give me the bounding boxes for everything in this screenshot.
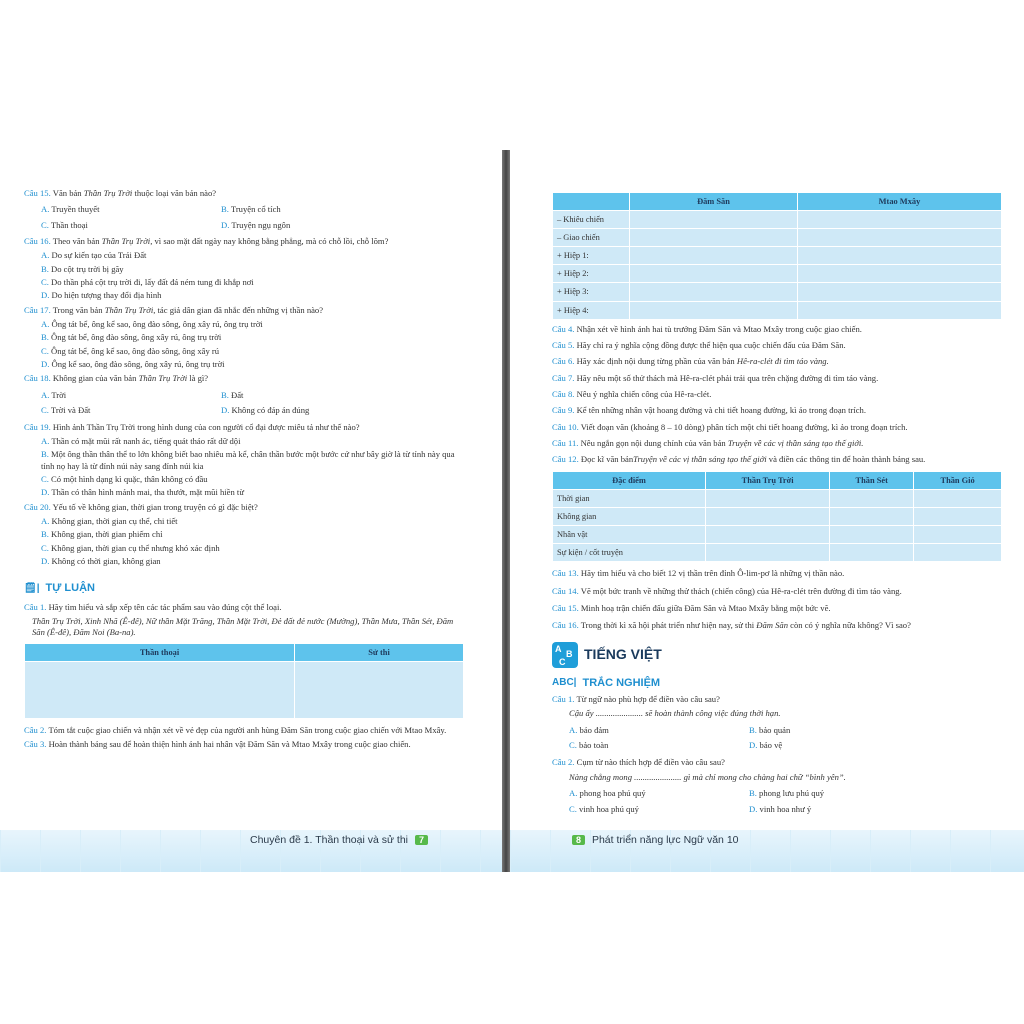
essay-question — [552, 620, 1002, 631]
option-text: Truyện ngụ ngôn — [231, 219, 291, 230]
options-grid — [24, 388, 464, 419]
gods-table — [552, 471, 1002, 562]
footer-pattern-tile — [950, 830, 990, 872]
multiple-choice-question — [24, 422, 464, 499]
option-text: phong lưu phú quý — [759, 788, 825, 799]
option-text: Do sự kiến tạo của Trái Đất — [51, 250, 147, 261]
table-cell — [798, 283, 1001, 300]
answer-option — [24, 474, 464, 485]
option-text: Do hiện tượng thay đổi địa hình — [51, 290, 162, 301]
row-label: – Khiêu chiến — [553, 211, 629, 228]
question-label: Câu 10. — [552, 421, 581, 432]
footer-pattern-tile — [870, 830, 910, 872]
option-text: Không có đáp án đúng — [231, 405, 310, 416]
question-text: Viết đoạn văn (khoảng 8 – 10 dòng) phân tích một chi tiết hoang đường, kì ảo trong đoạn trích. — [580, 421, 908, 432]
table-cell — [295, 662, 463, 718]
question-label: Câu 7. — [552, 372, 577, 383]
essay-question — [552, 438, 1002, 449]
option-letter: A. — [41, 435, 52, 446]
section-heading-tuluan — [24, 581, 464, 596]
essay-question — [552, 340, 1002, 351]
question-text: Cụm từ nào thích hợp để điền vào câu sau? — [576, 757, 725, 768]
question-title: Thần Trụ Trời — [138, 373, 188, 384]
option-letter: C. — [41, 542, 52, 553]
answer-option — [24, 359, 464, 370]
section-heading-tiengviet — [552, 642, 1002, 668]
option-letter: D. — [749, 740, 760, 751]
question-text: Đọc kĩ văn bản — [580, 454, 634, 465]
answer-option — [24, 543, 464, 554]
option-letter: D. — [41, 290, 52, 301]
row-label: + Hiệp 1: — [553, 247, 629, 264]
genre-table — [24, 643, 464, 719]
table-cell — [914, 508, 1001, 525]
table-cell — [798, 302, 1001, 319]
question-label: Câu 15. — [552, 602, 581, 613]
badge-letter: B — [566, 648, 573, 659]
section-title: TIẾNG VIỆT — [584, 646, 662, 663]
question-label: Câu 5. — [552, 340, 577, 350]
option-letter: A. — [41, 250, 52, 261]
question-title: Truyện về các vị thần sáng tạo thế giới — [633, 454, 767, 465]
footer-pattern-tile — [750, 830, 790, 872]
table-header: Đặc điểm — [553, 472, 705, 489]
footer-pattern-tile — [510, 830, 550, 872]
answer-option — [221, 204, 421, 215]
table-header: Sử thi — [295, 644, 463, 661]
question-text: là gì? — [187, 373, 209, 384]
footer-pattern-tile — [0, 830, 40, 872]
row-label: + Hiệp 3: — [553, 283, 629, 300]
answer-option — [24, 556, 464, 567]
multiple-choice-question — [552, 694, 1002, 753]
option-letter: D. — [221, 405, 232, 416]
multiple-choice-question — [24, 236, 464, 302]
answer-option — [41, 405, 221, 416]
option-letter: B. — [41, 263, 52, 274]
footer-pattern-tile — [480, 830, 502, 872]
option-letter: D. — [41, 555, 52, 566]
question-text: Nêu ý nghĩa chiến công của Hê-ra-clét. — [576, 389, 712, 400]
multiple-choice-question — [24, 188, 464, 233]
multiple-choice-question — [24, 373, 464, 418]
option-text: Đất — [231, 389, 244, 400]
table-header: Thần thoại — [25, 644, 294, 661]
question-text: Hãy chỉ ra ý nghĩa cộng đồng được thể hiện qua cuộc chiến đấu của Đăm Săn. — [576, 340, 846, 350]
badge-letter: A — [555, 643, 562, 654]
essay-question — [552, 454, 1002, 465]
table-cell — [914, 490, 1001, 507]
question-stem — [24, 188, 464, 199]
answer-option — [749, 804, 949, 815]
option-text: bảo vệ — [759, 740, 783, 751]
option-letter: C. — [41, 277, 52, 288]
question-text: và điền các thông tin để hoàn thành bảng sau. — [766, 454, 926, 465]
question-text: Hãy xác định nội dung từng phần của văn bản — [576, 356, 737, 367]
answer-option — [24, 346, 464, 357]
essay-question — [552, 603, 1002, 614]
answer-option — [749, 788, 949, 799]
question-label: Câu 2. — [24, 724, 49, 735]
option-letter: B. — [749, 788, 760, 799]
question-label: Câu 20. — [24, 501, 53, 512]
option-text: Không gian, thời gian phiếm chỉ — [51, 529, 163, 540]
question-stem — [24, 236, 464, 247]
option-letter: B. — [221, 389, 232, 400]
question-label: Câu 8. — [552, 389, 577, 400]
table-cell — [798, 211, 1001, 228]
answer-option — [24, 264, 464, 275]
answer-option — [24, 529, 464, 540]
answer-option — [24, 319, 464, 330]
page-number: 8 — [572, 835, 585, 845]
table-header: Mtao Mxây — [798, 193, 1001, 210]
option-letter: B. — [41, 332, 52, 343]
table-cell — [914, 526, 1001, 543]
footer-pattern-tile — [830, 830, 870, 872]
row-label: + Hiệp 4: — [553, 302, 629, 319]
question-text: Tóm tắt cuộc giao chiến và nhận xét về vẻ đẹp của người anh hùng Đăm Săn trong cuộc giao chiến với Mtao Mxây. — [48, 724, 447, 735]
option-text: vinh hoa phú quý — [579, 803, 639, 814]
option-letter: B. — [41, 529, 52, 540]
works-list: Thần Trụ Trời, Xinh Nhã (Ê-đê), Nữ thần Mặt Trăng, Thần Mặt Trời, Đẻ đất đẻ nước (Mường), Thần Mưa, Thần Sét, Đăm Săn (Ê-đê), Đăm Noi (Ba-na). — [32, 616, 454, 638]
table-header: Thần Gió — [914, 472, 1001, 489]
essay-question — [552, 373, 1002, 384]
answer-option — [24, 250, 464, 261]
question-text: còn có ý nghĩa nữa không? Vì sao? — [788, 620, 911, 631]
footer-pattern-tile — [200, 830, 240, 872]
question-title: Truyện về các vị thần sáng tạo thế giới. — [727, 438, 864, 449]
question-stem — [24, 305, 464, 316]
option-letter: B. — [221, 204, 231, 215]
answer-option — [24, 277, 464, 288]
answer-option — [569, 740, 749, 751]
question-text: Hãy tìm hiểu và sắp xếp tên các tác phẩm sau vào đúng cột thể loại. — [48, 601, 282, 612]
question-text: Hình ảnh Thần Trụ Trời trong hình dung của con người cổ đại được miêu tả như thế nào? — [52, 421, 360, 432]
question-label: Câu 19. — [24, 421, 53, 432]
option-letter: C. — [569, 740, 580, 751]
question-label: Câu 14. — [552, 585, 581, 596]
table-cell — [798, 265, 1001, 282]
answer-option — [41, 204, 221, 215]
answer-option — [41, 220, 221, 231]
option-letter: A. — [41, 319, 52, 330]
option-letter: C. — [41, 345, 52, 356]
row-label: Thời gian — [553, 490, 705, 507]
option-text: Không có thời gian, không gian — [51, 555, 161, 566]
table-cell — [630, 265, 797, 282]
table-cell — [630, 211, 797, 228]
answer-option — [221, 220, 421, 231]
question-title: Hê-ra-clét đi tìm táo vàng. — [736, 356, 829, 367]
question-title: Thần Trụ Trời — [104, 304, 154, 315]
question-label: Câu 15. — [24, 188, 53, 198]
question-text: , tác giả dân gian đã nhắc đến những vị thần nào? — [153, 304, 324, 315]
answer-option — [221, 390, 421, 401]
option-text: bảo quản — [759, 724, 791, 735]
question-text: Không gian của văn bản — [52, 373, 139, 384]
options-grid — [552, 786, 1002, 817]
question-text: , vì sao mặt đất ngày nay không bằng phẳng, mà có chỗ lồi, chỗ lõm? — [150, 236, 389, 247]
question-text: Hãy nêu một số thử thách mà Hê-ra-clét phải trải qua trên chặng đường đi tìm táo vàng. — [576, 372, 879, 383]
answer-option — [41, 390, 221, 401]
option-letter: A. — [569, 724, 580, 735]
essay-question — [552, 586, 1002, 597]
table-header: Thần Sét — [830, 472, 913, 489]
answer-option — [24, 449, 464, 472]
question-sentence: Cậu ấy ...................... sẽ hoàn thành công việc đúng thời hạn. — [569, 708, 781, 719]
right-footer — [568, 834, 739, 846]
option-text: Ông tát bể, ông kể sao, ông đào sông, ông xây rú, ông trụ trời — [51, 319, 263, 330]
option-text: Trời và Đất — [50, 405, 91, 416]
question-sentence: Nàng chẳng mong ...................... gì mà chỉ mong cho chàng hai chữ “bình yên”. — [569, 771, 846, 782]
answer-option — [569, 804, 749, 815]
answer-option — [749, 740, 949, 751]
question-label: Câu 16. — [552, 620, 581, 631]
option-text: Một ông thần thân thể to lớn không biết bao nhiêu mà kể, chân thần bước một bước cứ như bây giờ là từ tỉnh này qua tỉnh nọ hay là từ đỉnh núi này sang đỉnh núi kia — [41, 449, 455, 471]
option-text: Không gian, thời gian cụ thể nhưng khó xác định — [51, 542, 220, 553]
question-label: Câu 1. — [552, 694, 577, 705]
question-text: Vẽ một bức tranh về những thử thách (chiến công) của Hê-ra-clét trên đường đi tìm táo vàng. — [580, 585, 902, 596]
option-text: Do cột trụ trời bị gãy — [51, 263, 124, 274]
table-cell — [706, 526, 829, 543]
multiple-choice-question — [24, 305, 464, 371]
footer-pattern-tile — [120, 830, 160, 872]
table-cell — [630, 302, 797, 319]
row-label: + Hiệp 2: — [553, 265, 629, 282]
multiple-choice-question — [24, 502, 464, 568]
table-cell — [630, 229, 797, 246]
footer-pattern-tile — [40, 830, 80, 872]
question-title: Thần Trụ Trời — [101, 236, 151, 247]
question-label: Câu 17. — [24, 304, 53, 315]
question-text: Từ ngữ nào phù hợp để điền vào câu sau? — [576, 694, 720, 705]
option-letter: C. — [41, 405, 51, 416]
footer-pattern-tile — [910, 830, 950, 872]
option-text: Ông tát bể, ông đào sông, ông xây rú, ông trụ trời — [51, 332, 222, 343]
option-letter: C. — [41, 473, 52, 484]
option-text: Ông kể sao, ông đào sông, ông xây rú, ông trụ trời — [51, 359, 225, 370]
essay-question — [552, 324, 1002, 335]
question-label: Câu 13. — [552, 568, 581, 579]
row-label: Sự kiện / cốt truyện — [553, 544, 705, 561]
question-text: thuộc loại văn bản nào? — [132, 188, 217, 198]
question-text: Minh hoạ trận chiến đấu giữa Đăm Săn và Mtao Mxây bằng một bức vẽ. — [580, 602, 831, 613]
question-stem — [24, 373, 464, 384]
question-stem — [552, 757, 1002, 768]
question-stem — [24, 422, 464, 433]
option-letter: B. — [749, 724, 760, 735]
battle-table — [552, 192, 1002, 320]
question-text: Nêu ngắn gọn nội dung chính của văn bản — [580, 438, 728, 449]
left-page — [0, 150, 502, 872]
footer-pattern-tile — [990, 830, 1024, 872]
row-label: Không gian — [553, 508, 705, 525]
footer-book-title: Phát triển năng lực Ngữ văn 10 — [591, 834, 739, 846]
options-grid — [552, 723, 1002, 754]
essay-question — [24, 739, 464, 750]
option-text: Truyền thuyết — [51, 204, 100, 215]
question-stem — [552, 694, 1002, 705]
question-title: Đăm Săn — [756, 620, 789, 631]
row-label: – Giao chiến — [553, 229, 629, 246]
essay-question — [24, 602, 464, 613]
option-text: Không gian, thời gian cụ thể, chi tiết — [51, 515, 178, 526]
option-letter: C. — [569, 803, 580, 814]
answer-option — [24, 487, 464, 498]
question-text: Theo văn bản — [52, 236, 102, 247]
option-text: bảo toàn — [579, 740, 609, 751]
option-text: Thần thoại — [50, 219, 88, 230]
badge-letter: C — [559, 656, 566, 667]
option-text: bảo đảm — [579, 724, 609, 735]
question-text: Nhận xét về hình ảnh hai tù trưởng Đăm Săn và Mtao Mxây trong cuộc giao chiến. — [576, 323, 862, 334]
answer-option — [569, 725, 749, 736]
option-letter: B. — [41, 449, 52, 460]
question-title: Thần Trụ Trời — [83, 188, 133, 198]
row-label: Nhân vật — [553, 526, 705, 543]
question-label: Câu 4. — [552, 323, 577, 334]
option-letter: C. — [41, 219, 51, 230]
essay-question — [24, 725, 464, 736]
answer-option — [24, 436, 464, 447]
table-cell — [830, 490, 913, 507]
question-label: Câu 16. — [24, 236, 53, 247]
essay-question — [552, 405, 1002, 416]
question-text: Trong văn bản — [52, 304, 105, 315]
table-header — [553, 193, 629, 210]
option-letter: A. — [41, 204, 52, 215]
option-letter: D. — [221, 219, 232, 230]
option-text: vinh hoa như ý — [759, 803, 812, 814]
option-letter: D. — [41, 487, 52, 498]
footer-pattern-tile — [440, 830, 480, 872]
table-header: Thần Trụ Trời — [706, 472, 829, 489]
page-number: 7 — [415, 835, 428, 845]
footer-pattern-tile — [790, 830, 830, 872]
section-title: TRẮC NGHIỆM — [582, 676, 661, 689]
option-text: Trời — [51, 389, 67, 400]
question-text: Trong thời kì xã hội phát triển như hiện nay, sử thi — [580, 620, 757, 631]
essay-question — [552, 568, 1002, 579]
question-label: Câu 3. — [24, 739, 49, 750]
answer-option — [24, 290, 464, 301]
table-header: Đăm Săn — [630, 193, 797, 210]
notebook-icon: 🗒| — [24, 582, 40, 594]
essay-question — [552, 389, 1002, 400]
option-text: Ông tát bể, ông kể sao, ông đào sông, ông xây rú — [51, 345, 220, 356]
table-cell — [798, 229, 1001, 246]
right-page — [510, 150, 1024, 872]
essay-question — [552, 356, 1002, 367]
option-letter: A. — [41, 389, 52, 400]
option-text: Truyện cổ tích — [230, 204, 281, 215]
table-cell — [830, 508, 913, 525]
section-title: TỰ LUẬN — [45, 582, 95, 595]
question-label: Câu 18. — [24, 373, 53, 384]
option-letter: D. — [749, 803, 760, 814]
answer-option — [749, 725, 949, 736]
right-page-content — [552, 192, 1002, 821]
option-text: Có một hình dạng kì quặc, thân không có đầu — [51, 473, 208, 484]
question-text: Hoàn thành bảng sau để hoàn thiện hình ảnh hai nhân vật Đăm Săn và Mtao Mxây trong cuộc giao chiến. — [48, 739, 411, 750]
option-text: Do thần phá cột trụ trời đi, lấy đất đá ném tung đi khắp nơi — [51, 277, 254, 288]
table-cell — [830, 526, 913, 543]
multiple-choice-question — [552, 757, 1002, 816]
essay-question — [552, 422, 1002, 433]
table-cell — [706, 544, 829, 561]
question-label: Câu 6. — [552, 356, 577, 367]
question-text: Văn bản — [52, 188, 84, 198]
footer-pattern-tile — [80, 830, 120, 872]
table-cell — [706, 490, 829, 507]
question-stem — [24, 502, 464, 513]
left-page-content — [24, 188, 464, 754]
option-letter: A. — [569, 788, 580, 799]
left-footer — [250, 834, 432, 846]
table-cell — [706, 508, 829, 525]
question-label: Câu 1. — [24, 601, 49, 612]
footer-pattern-tile — [160, 830, 200, 872]
question-label: Câu 2. — [552, 757, 577, 768]
option-text: phong hoa phú quý — [579, 788, 646, 799]
question-text: Hãy tìm hiểu và cho biết 12 vị thần trên đỉnh Ô-lim-pơ là những vị thần nào. — [580, 568, 845, 579]
footer-chapter-title: Chuyên đề 1. Thần thoại và sử thi — [250, 834, 409, 846]
abc-icon: ABC| — [552, 677, 577, 689]
option-text: Thần có thân hình mảnh mai, tha thướt, mặt mũi hiền từ — [51, 487, 244, 498]
section-heading-tracnghiem — [552, 676, 1002, 691]
abc-badge-icon — [552, 642, 578, 668]
answer-option — [24, 516, 464, 527]
table-cell — [630, 283, 797, 300]
table-cell — [830, 544, 913, 561]
answer-option — [569, 788, 749, 799]
question-text: Kể tên những nhân vật hoang đường và chi tiết hoang đường, kì ảo trong đoạn trích. — [576, 405, 866, 416]
option-letter: A. — [41, 515, 52, 526]
question-label: Câu 12. — [552, 454, 581, 465]
options-grid — [24, 202, 464, 233]
answer-option — [24, 332, 464, 343]
table-cell — [914, 544, 1001, 561]
table-cell — [25, 662, 294, 718]
option-text: Thần có mặt mũi rất nanh ác, tiếng quát tháo rất dữ dội — [51, 435, 241, 446]
question-text: Yếu tố về không gian, thời gian trong truyện có gì đặc biệt? — [52, 501, 258, 512]
option-letter: D. — [41, 359, 52, 370]
book-spine — [502, 150, 510, 872]
answer-option — [221, 405, 421, 416]
table-cell — [630, 247, 797, 264]
table-cell — [798, 247, 1001, 264]
question-label: Câu 11. — [552, 438, 581, 449]
question-label: Câu 9. — [552, 405, 577, 416]
